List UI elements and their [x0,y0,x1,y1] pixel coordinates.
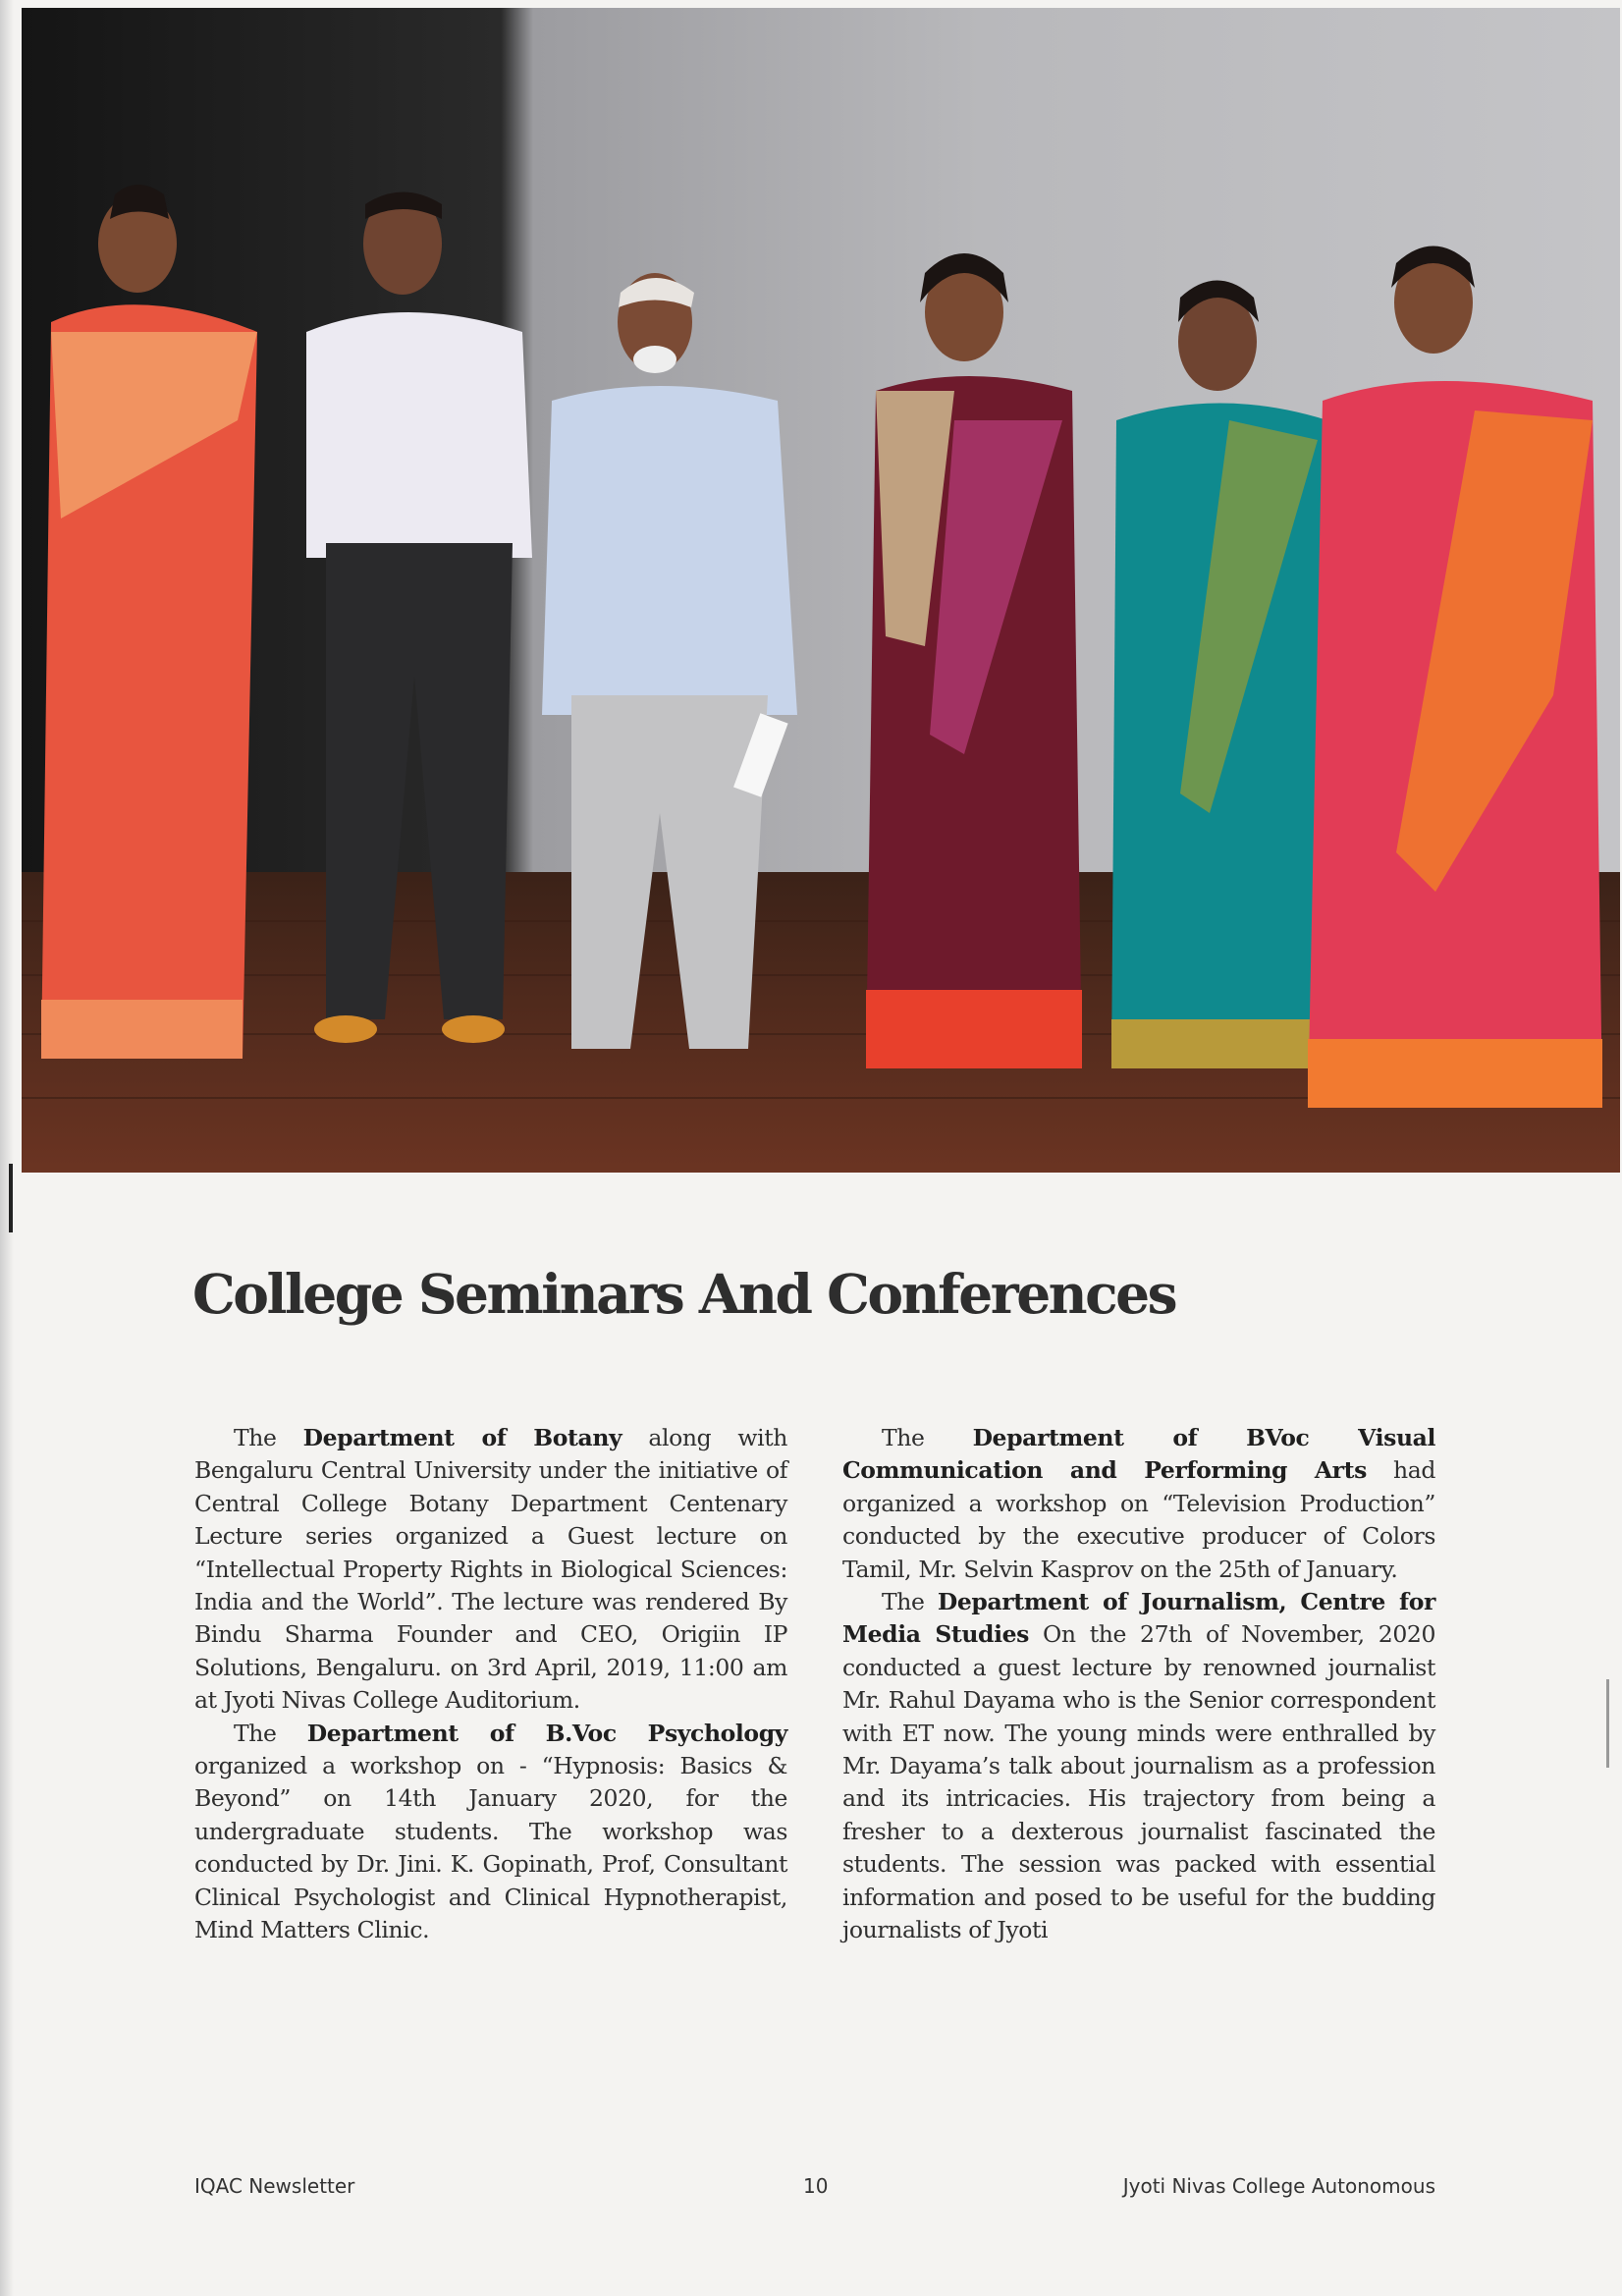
paragraph-text: The [234,1719,307,1747]
paragraph-psychology [194,1718,787,1947]
paragraph-text: organized a workshop on - “Hypnosis: Basics & Beyond” on 14th January 2020, for the undergraduate students. The workshop was conducted by Dr. Jini. K. Gopinath, Prof, Consultant Clinical Psychologist and Clinical Hypnotherapist, Mind Matters Clinic. [194,1752,787,1944]
paragraph-visual-communication [842,1422,1435,1586]
paragraph-text: The [882,1588,938,1616]
article-title: College Seminars And Conferences [192,1262,1176,1326]
department-name: Department of Botany [302,1424,622,1451]
department-name: Department of Journalism, Centre for Media Studies [842,1588,1435,1649]
scan-edge [0,0,14,2296]
group-photo-illustration [22,8,1620,1173]
right-column [842,1422,1435,1947]
department-name: Department of B.Voc Psychology [306,1719,787,1747]
left-column [194,1422,787,1947]
paragraph-text: On the 27th of November, 2020 conducted a guest lecture by renowned journalist Mr. Rahul Dayama who is the Senior correspondent with ET now. The young minds were enthralled by Mr. Dayama’s talk about journalism as a profession and its intricacies. His trajectory from being a fresher to a dexterous journalist fascinated the students. The session was packed with essential information and posed to be useful for the budding journalists of Jyoti [842,1620,1436,1944]
paragraph-text: along with Bengaluru Central University under the initiative of Central College Botany Department Centenary Lecture series organized a Guest lecture on “Intellectual Property Rights in Biological Sciences: India and the World”. The lecture was rendered By Bindu Sharma Founder and CEO, Origiin IP Solutions, Bengaluru. on 3rd April, 2019, 11:00 am at Jyoti Nivas College Auditorium. [194,1424,787,1715]
paragraph-text: The [882,1424,973,1451]
paragraph-journalism [842,1586,1435,1946]
department-name: Department of BVoc Visual Communication and Performing Arts [842,1424,1435,1485]
paragraph-text: The [234,1424,303,1451]
footer-newsletter-name: IQAC Newsletter [194,2174,355,2198]
scan-margin-mark [1606,1679,1609,1768]
group-photo [22,8,1620,1173]
paragraph-text: had organized a workshop on “Television Production” conducted by the executive producer of Colors Tamil, Mr. Selvin Kasprov on the 25th of January. [842,1456,1436,1583]
scan-mark [9,1164,13,1232]
footer-college-name: Jyoti Nivas College Autonomous [1122,2174,1435,2198]
paragraph-botany [194,1422,787,1718]
page-number: 10 [803,2174,829,2198]
